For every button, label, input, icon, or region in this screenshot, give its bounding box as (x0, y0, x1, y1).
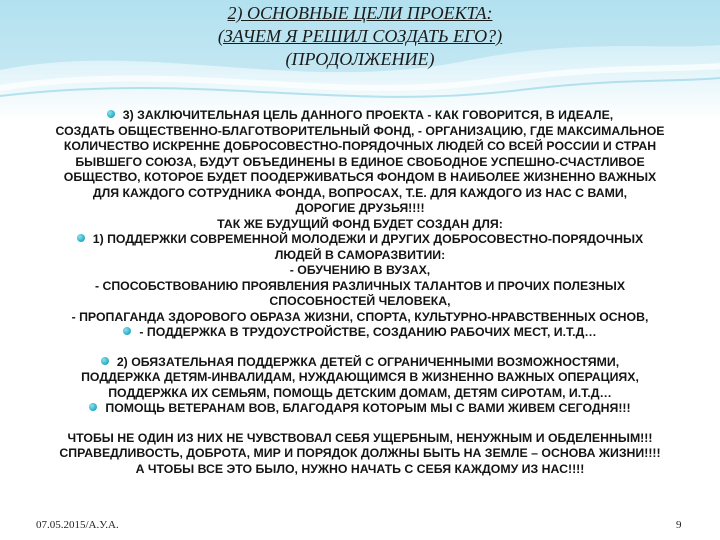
slide-title (0, 2, 720, 71)
text-line: ПОДДЕРЖКА ДЕТЯМ-ИНВАЛИДАМ, НУЖДАЮЩИМСЯ В ЖИЗНЕННО ВАЖНЫХ ОПЕРАЦИЯХ, (81, 370, 639, 384)
text-line: - ОБУЧЕНИЮ В ВУЗАХ, (289, 263, 431, 277)
bullet-icon (107, 110, 115, 118)
text-line: ПОДДЕРЖКА ИХ СЕМЬЯМ, ПОМОЩЬ ДЕТСКИМ ДОМАМ, ДЕТЯМ СИРОТАМ, И.Т.Д… (108, 385, 612, 400)
text-line: - СПОСОБСТВОВАНИЮ ПРОЯВЛЕНИЯ РАЗЛИЧНЫХ ТАЛАНТОВ И ПРОЧИХ ПОЛЕЗНЫХ (94, 278, 626, 293)
text-line: 3) ЗАКЛЮЧИТЕЛЬНАЯ ЦЕЛЬ ДАННОГО ПРОЕКТА - КАК ГОВОРИТСЯ, В ИДЕАЛЕ, (0, 108, 720, 124)
text-line: - ПОДДЕРЖКА В ТРУДОУСТРОЙСТВЕ, СОЗДАНИЮ РАБОЧИХ МЕСТ, И.Т.Д… (0, 325, 720, 341)
text-line: 2) ОБЯЗАТЕЛЬНАЯ ПОДДЕРЖКА ДЕТЕЙ С ОГРАНИЧЕННЫМИ ВОЗМОЖНОСТЯМИ, (0, 355, 720, 371)
bullet-icon (123, 327, 131, 335)
title-line-3: (ПРОДОЛЖЕНИЕ) (285, 49, 435, 69)
bullet-icon (89, 403, 97, 411)
bullet-icon (77, 234, 85, 242)
text-line: ЛЮДЕЙ В САМОРАЗВИТИИ: (274, 247, 446, 262)
text-line: КОЛИЧЕСТВО ИСКРЕННЕ ДОБРОСОВЕСТНО-ПОРЯДОЧНЫХ ЛЮДЕЙ СО ВСЕЙ РОССИИ И СТРАН (63, 139, 657, 153)
text-line: А ЧТОБЫ ВСЕ ЭТО БЫЛО, НУЖНО НАЧАТЬ С СЕБЯ КАЖДОМУ ИЗ НАС!!!! (135, 461, 585, 476)
text-line: ОБЩЕСТВО, КОТОРОЕ БУДЕТ ПООДЕРЖИВАТЬСЯ ФОНДОМ В НАИБОЛЕЕ ЖИЗНЕННО ВАЖНЫХ (63, 170, 657, 184)
text-line: СОЗДАТЬ ОБЩЕСТВЕННО-БЛАГОТВОРИТЕЛЬНЫЙ ФОНД, - ОРГАНИЗАЦИЮ, ГДЕ МАКСИМАЛЬНОЕ (55, 123, 665, 138)
slide-body (0, 108, 720, 477)
text-line: ДЛЯ КАЖДОГО СОТРУДНИКА ФОНДА, ВОПРОСАХ, Т.Е. ДЛЯ КАЖДОГО ИЗ НАС С ВАМИ, (92, 185, 628, 200)
title-line-2: (ЗАЧЕМ Я РЕШИЛ СОЗДАТЬ ЕГО?) (217, 26, 503, 46)
footer-date: 07.05.2015/А.У.А. (36, 519, 119, 531)
text-line: ТАК ЖЕ БУДУЩИЙ ФОНД БУДЕТ СОЗДАН ДЛЯ: (217, 216, 503, 231)
text-line: БЫВШЕГО СОЮЗА, БУДУТ ОБЪЕДИНЕНЫ В ЕДИНОЕ СВОБОДНОЕ УСПЕШНО-СЧАСТЛИВОЕ (75, 154, 645, 169)
text-line: СПОСОБНОСТЕЙ ЧЕЛОВЕКА, (269, 294, 451, 308)
text-line: СПРАВЕДЛИВОСТЬ, ДОБРОТА, МИР И ПОРЯДОК ДОЛЖНЫ БЫТЬ НА ЗЕМЛЕ – ОСНОВА ЖИЗНИ!!!! (59, 446, 661, 460)
page-number: 9 (676, 519, 682, 531)
text-line: 1) ПОДДЕРЖКИ СОВРЕМЕННОЙ МОЛОДЕЖИ И ДРУГИХ ДОБРОСОВЕСТНО-ПОРЯДОЧНЫХ (0, 232, 720, 248)
bullet-icon (101, 357, 109, 365)
text-line: ПОМОЩЬ ВЕТЕРАНАМ ВОВ, БЛАГОДАРЯ КОТОРЫМ МЫ С ВАМИ ЖИВЕМ СЕГОДНЯ!!! (0, 401, 720, 417)
text-line: - ПРОПАГАНДА ЗДОРОВОГО ОБРАЗА ЖИЗНИ, СПОРТА, КУЛЬТУРНО-НРАВСТВЕННЫХ ОСНОВ, (71, 309, 649, 324)
text-line: ДОРОГИЕ ДРУЗЬЯ!!!! (295, 201, 425, 215)
text-line: ЧТОБЫ НЕ ОДИН ИЗ НИХ НЕ ЧУВСТВОВАЛ СЕБЯ УЩЕРБНЫМ, НЕНУЖНЫМ И ОБДЕЛЕННЫМ!!! (67, 430, 653, 445)
title-line-1: 2) ОСНОВНЫЕ ЦЕЛИ ПРОЕКТА: (227, 3, 493, 23)
